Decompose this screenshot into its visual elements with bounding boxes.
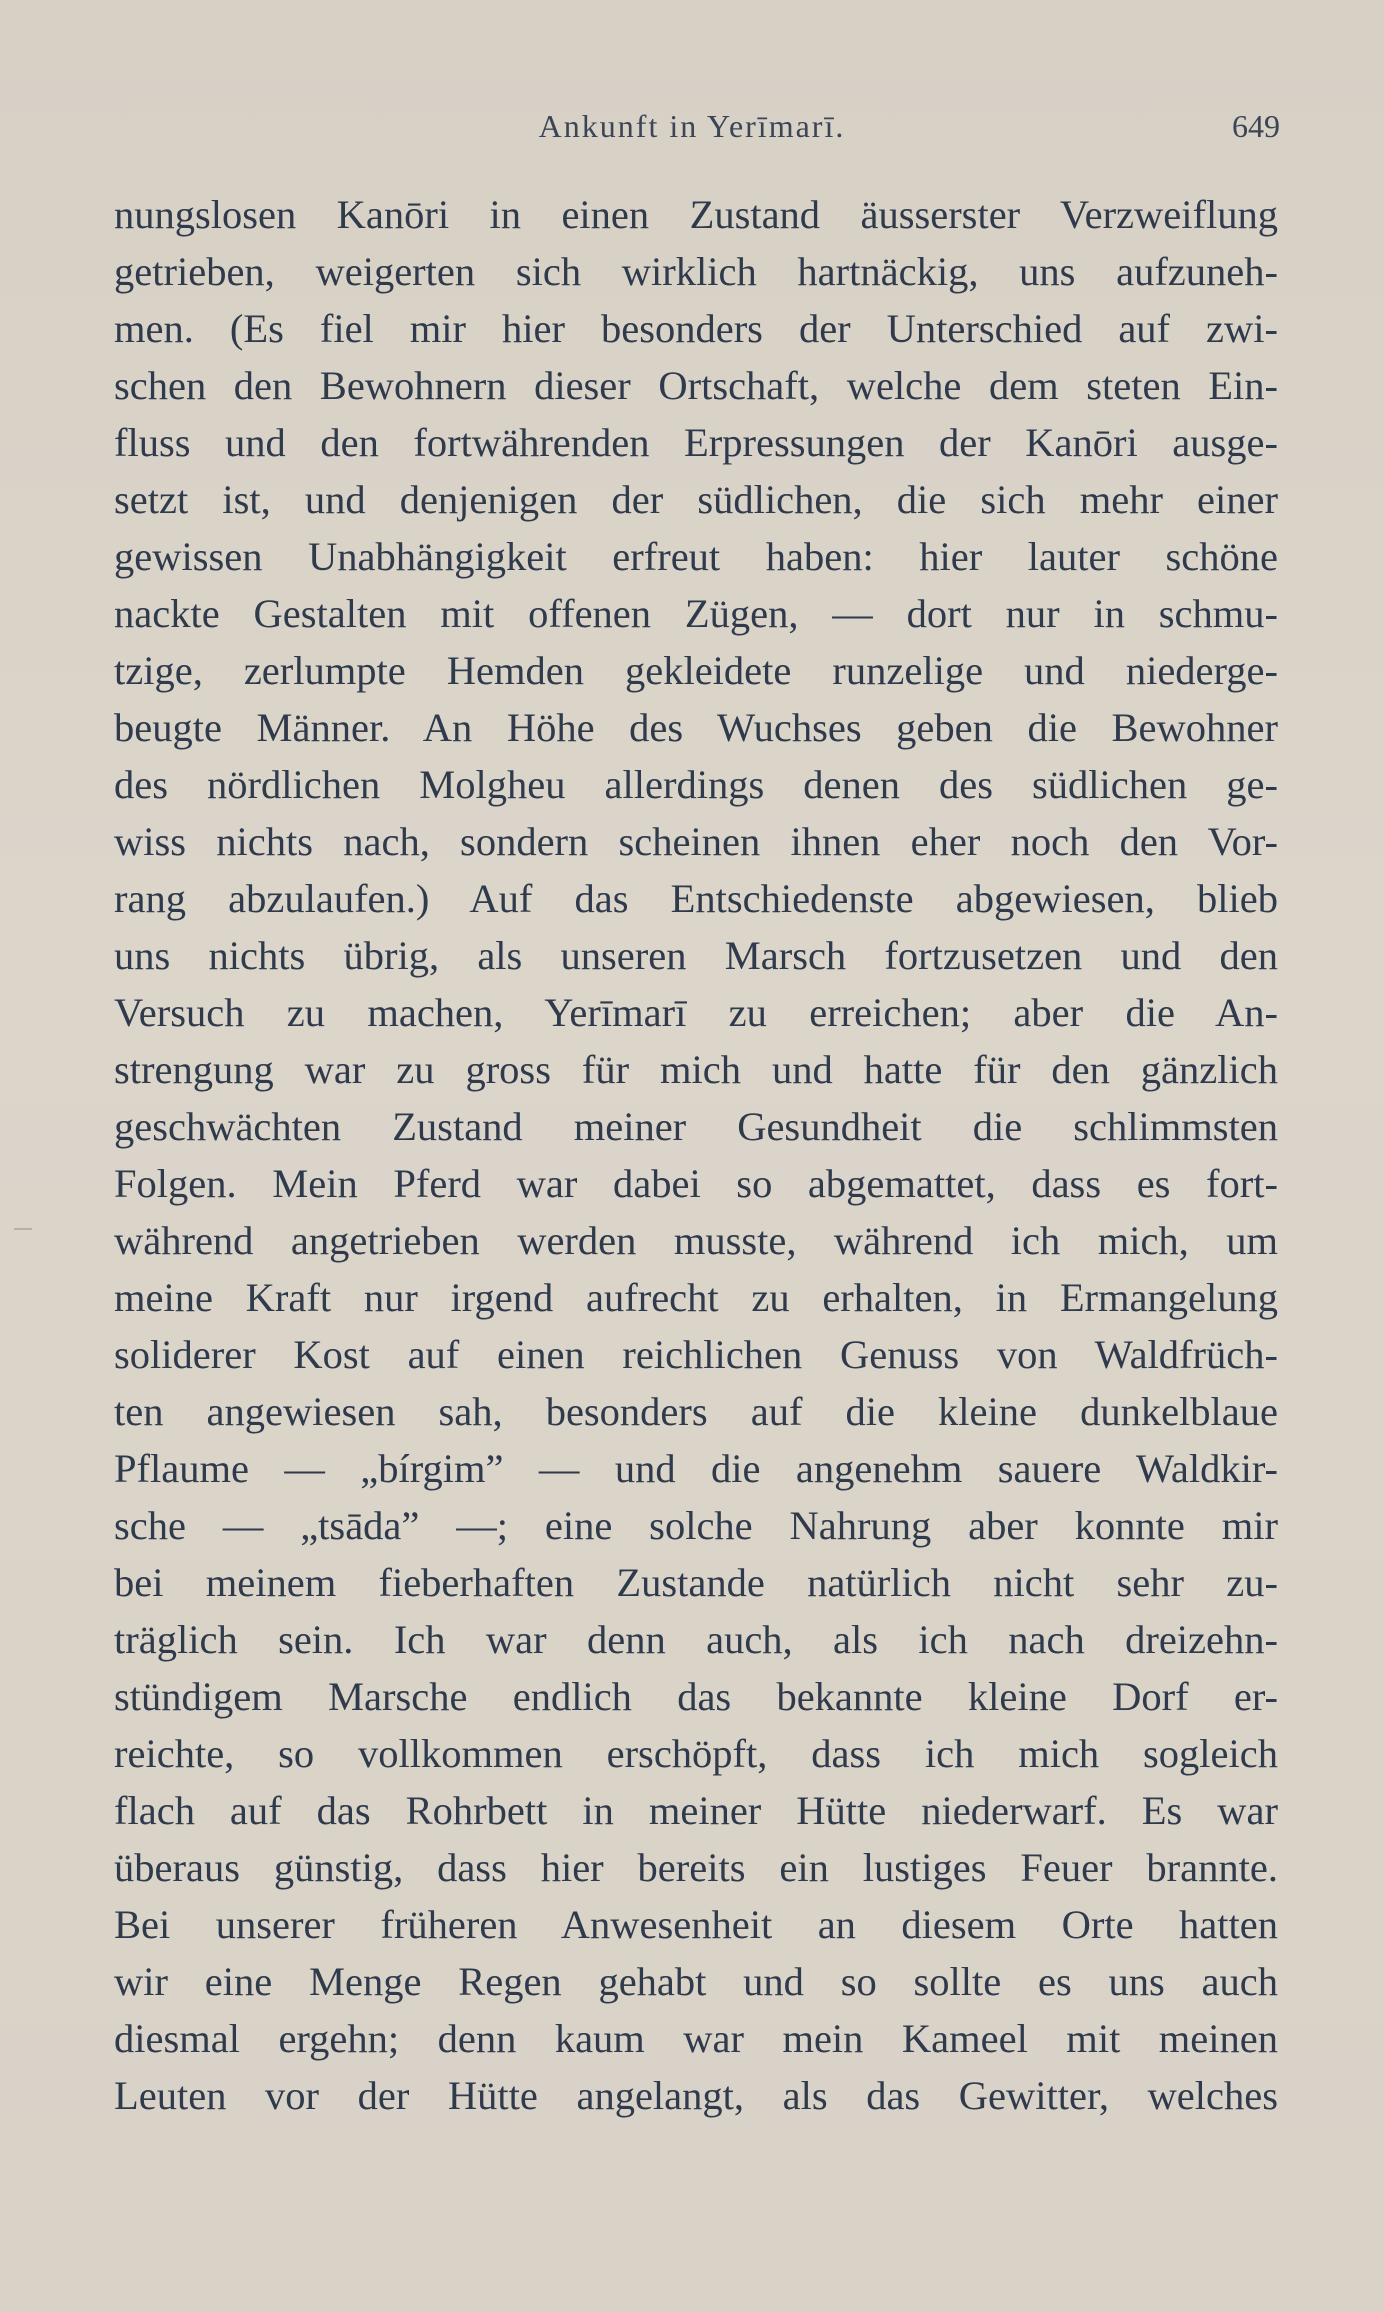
text-line: meine Kraft nur irgend aufrecht zu erhalten, in Ermangelung — [114, 1275, 1278, 1320]
text-line: strengung war zu gross für mich und hatte für den gänzlich — [114, 1047, 1278, 1092]
text-line: Versuch zu machen, Yerīmarī zu erreichen; aber die An- — [114, 990, 1278, 1035]
text-line: des nördlichen Molgheu allerdings denen des südlichen ge- — [114, 762, 1278, 807]
text-line: diesmal ergehn; denn kaum war mein Kameel mit meinen — [114, 2016, 1278, 2061]
text-line: getrieben, weigerten sich wirklich hartnäckig, uns aufzuneh- — [114, 249, 1278, 294]
text-line: wir eine Menge Regen gehabt und so sollte es uns auch — [114, 1959, 1278, 2004]
text-line: träglich sein. Ich war denn auch, als ich nach dreizehn- — [114, 1617, 1278, 1662]
text-line: stündigem Marsche endlich das bekannte kleine Dorf er- — [114, 1674, 1278, 1719]
text-line: reichte, so vollkommen erschöpft, dass ich mich sogleich — [114, 1731, 1278, 1776]
text-line: soliderer Kost auf einen reichlichen Genuss von Waldfrüch- — [114, 1332, 1278, 1377]
page-number: 649 — [1232, 108, 1280, 144]
text-line: Pflaume — „bírgim” — und die angenehm sauere Waldkir- — [114, 1446, 1278, 1491]
running-header — [0, 108, 1384, 152]
text-line: Bei unserer früheren Anwesenheit an diesem Orte hatten — [114, 1902, 1278, 1947]
text-line: men. (Es fiel mir hier besonders der Unterschied auf zwi- — [114, 306, 1278, 351]
text-line: ten angewiesen sah, besonders auf die kleine dunkelblaue — [114, 1389, 1278, 1434]
text-line: nungslosen Kanōri in einen Zustand äusserster Verzweiflung — [114, 192, 1278, 237]
text-line: beugte Männer. An Höhe des Wuchses geben die Bewohner — [114, 705, 1278, 750]
text-line: flach auf das Rohrbett in meiner Hütte niederwarf. Es war — [114, 1788, 1278, 1833]
text-line: sche — „tsāda” —; eine solche Nahrung aber konnte mir — [114, 1503, 1278, 1548]
text-line: wiss nichts nach, sondern scheinen ihnen eher noch den Vor- — [114, 819, 1278, 864]
text-line: rang abzulaufen.) Auf das Entschiedenste abgewiesen, blieb — [114, 876, 1278, 921]
text-line: Leuten vor der Hütte angelangt, als das Gewitter, welches — [114, 2073, 1278, 2118]
text-line: tzige, zerlumpte Hemden gekleidete runzelige und niederge- — [114, 648, 1278, 693]
text-line: setzt ist, und denjenigen der südlichen, die sich mehr einer — [114, 477, 1278, 522]
text-line: nackte Gestalten mit offenen Zügen, — dort nur in schmu- — [114, 591, 1278, 636]
text-line: gewissen Unabhängigkeit erfreut haben: hier lauter schöne — [114, 534, 1278, 579]
text-line: bei meinem fieberhaften Zustande natürlich nicht sehr zu- — [114, 1560, 1278, 1605]
text-line: Folgen. Mein Pferd war dabei so abgemattet, dass es fort- — [114, 1161, 1278, 1206]
text-line: geschwächten Zustand meiner Gesundheit die schlimmsten — [114, 1104, 1278, 1149]
body-text — [114, 186, 1278, 2124]
text-line: schen den Bewohnern dieser Ortschaft, welche dem steten Ein- — [114, 363, 1278, 408]
text-line: uns nichts übrig, als unseren Marsch fortzusetzen und den — [114, 933, 1278, 978]
text-line: fluss und den fortwährenden Erpressungen der Kanōri ausge- — [114, 420, 1278, 465]
text-line: überaus günstig, dass hier bereits ein lustiges Feuer brannte. — [114, 1845, 1278, 1890]
text-line: während angetrieben werden musste, während ich mich, um — [114, 1218, 1278, 1263]
margin-mark — [14, 1228, 32, 1230]
running-title: Ankunft in Yerīmarī. — [538, 108, 846, 144]
